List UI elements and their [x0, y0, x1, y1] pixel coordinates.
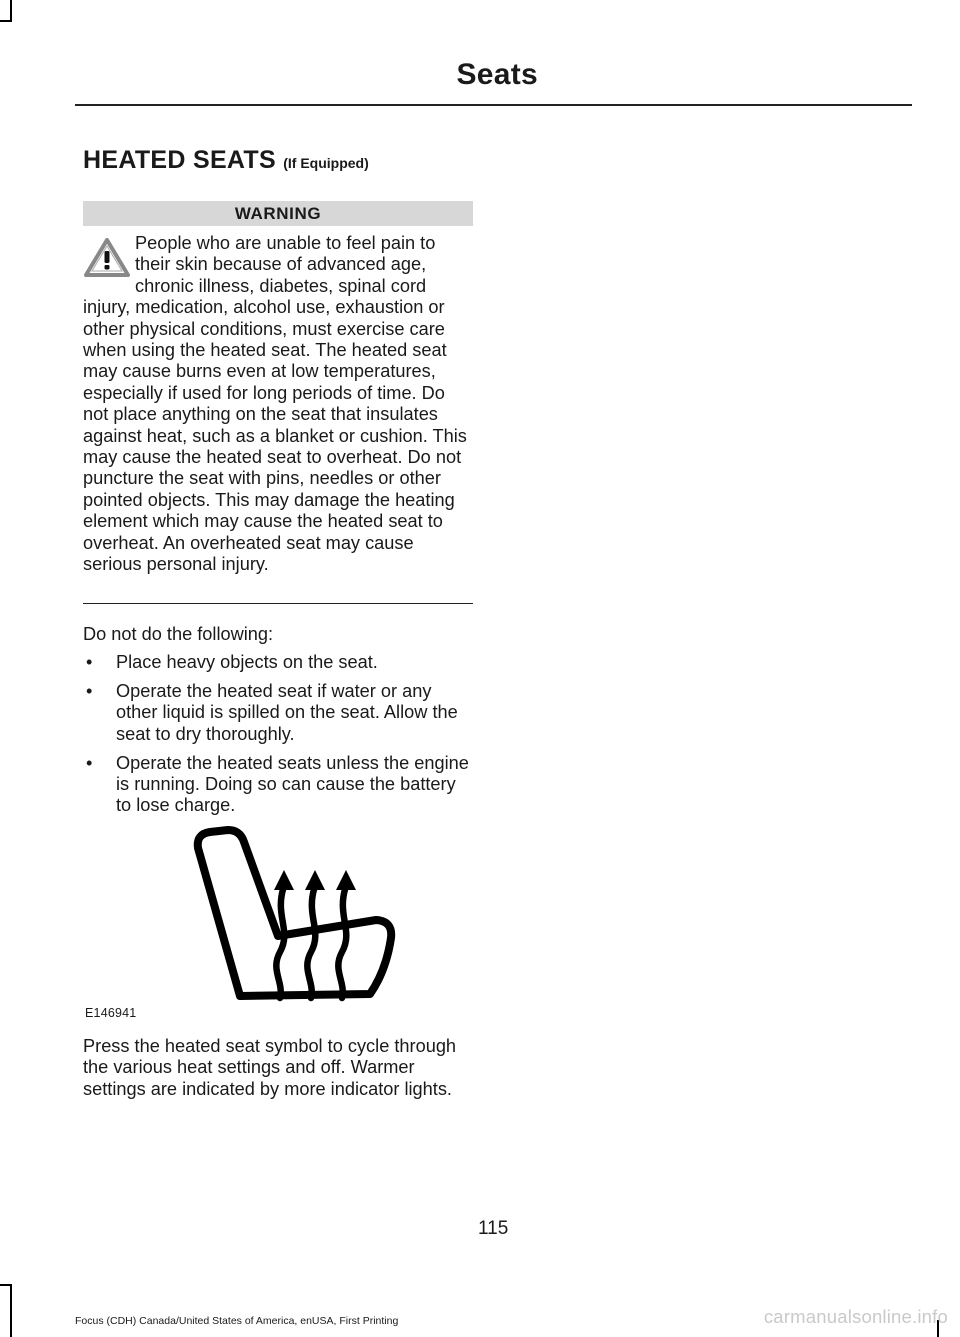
- bullet-symbol: •: [86, 752, 93, 773]
- page-number: 115: [478, 1218, 509, 1239]
- list-item: [83, 753, 475, 817]
- bullet-symbol: •: [86, 680, 93, 701]
- warning-end-divider: [83, 603, 473, 604]
- page-header-title: Seats: [456, 58, 538, 91]
- do-not-list: [83, 652, 475, 824]
- warning-icon-spacer: [83, 233, 135, 295]
- crop-mark: [0, 20, 12, 22]
- instruction-text: Press the heated seat symbol to cycle through the various heat settings and off. Warmer settings are indicated by more indicator lights.: [83, 1036, 457, 1099]
- header-divider: [75, 104, 912, 106]
- intro-text: Do not do the following:: [83, 624, 274, 644]
- bullet-symbol: •: [86, 652, 93, 672]
- list-item: [83, 652, 475, 673]
- section-heading: [83, 146, 369, 175]
- section-heading-title: HEATED SEATS: [83, 146, 276, 174]
- list-item-text: Operate the heated seat if water or any other liquid is spilled on the seat. Allow the seat to dry thoroughly.: [116, 680, 458, 744]
- crop-mark: [10, 0, 12, 22]
- warning-label: WARNING: [83, 201, 473, 226]
- footer-text: Focus (CDH) Canada/United States of America, enUSA, First Printing: [75, 1315, 399, 1327]
- section-heading-qualifier: (If Equipped): [283, 155, 369, 171]
- list-item-text: Operate the heated seats unless the engine is running. Doing so can cause the battery to lose charge.: [116, 752, 469, 816]
- watermark-text: carmanualsonline.info: [763, 1306, 948, 1327]
- list-item-text: Place heavy objects on the seat.: [116, 652, 378, 672]
- crop-mark: [10, 1284, 12, 1337]
- warning-text: People who are unable to feel pain to their skin because of advanced age, chronic illness, diabetes, spinal cord injury, medication, alcohol use, exhaustion or other physical conditions, must exercise care when using the heated seat. The heated seat may cause burns even at low temperatures, especially if used for long periods of time. Do not place anything on the seat that insulates against heat, such as a blanket or cushion. This may cause the heated seat to overheat. Do not puncture the seat with pins, needles or other pointed objects. This may damage the heating element which may cause the heated seat to overheat. An overheated seat may cause serious personal injury.: [83, 233, 467, 575]
- crop-mark: [0, 1284, 12, 1286]
- list-item: [83, 681, 475, 745]
- figure-code: E146941: [85, 1006, 137, 1020]
- heated-seat-icon: [188, 826, 400, 1004]
- warning-text-block: [83, 233, 475, 576]
